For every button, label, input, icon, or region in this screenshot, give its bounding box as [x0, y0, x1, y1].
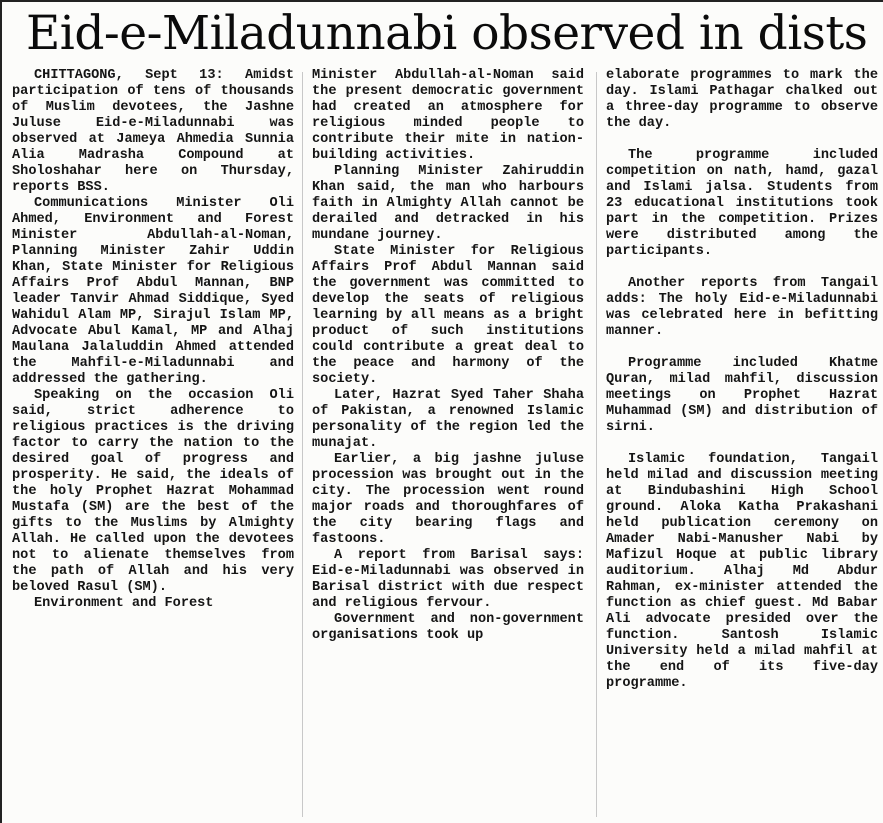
paragraph: Communications Minister Oli Ahmed, Environment and Forest Minister Abdullah-al-Noman, Planning Minister Zahir Uddin Khan, State Minister for Religious Affairs Prof Abdul Mannan, BNP leader Tanvir Ahmad Siddique, Syed Wahidul Alam MP, Sirajul Islam MP, Advocate Abul Kamal, MP and Alhaj Maulana Jalaluddin Ahmed attended the Mahfil-e-Miladunnabi and addressed the gathering. [12, 196, 294, 387]
article-column-3 [606, 68, 878, 818]
paragraph: Islamic foundation, Tangail held milad and discussion meeting at Bindubashini High School ground. Aloka Katha Prakashani held publication ceremony on Amader Nabi-Manusher Nabi by Mafizul Hoque at public library auditorium. Alhaj Md Abdur Rahman, ex-minister attended the function as chief guest. Md Babar Ali advocate presided over the function. Santosh Islamic University held a milad mahfil at the end of its five-day programme. [606, 452, 878, 691]
headline: Eid-e-Miladunnabi observed in dists [26, 6, 868, 61]
paragraph: The programme included competition on nath, hamd, gazal and Islami jalsa. Students from 23 educational institutions took part in the competition. Prizes were distributed among the participants. [606, 148, 878, 259]
paragraph: Speaking on the occasion Oli said, strict adherence to religious practices is the driving factor to carry the nation to the desired goal of progress and prosperity. He said, the ideals of the holy Prophet Hazrat Mohammad Mustafa (SM) are the best of the gifts to the Muslims by Almighty Allah. He called upon the devotees not to alienate themselves from the path of Allah and his very beloved Rasul (SM). [12, 388, 294, 595]
paragraph: elaborate programmes to mark the day. Islami Pathagar chalked out a three-day programme to observe the day. [606, 68, 878, 131]
column-divider [596, 72, 597, 817]
article-column-2 [312, 68, 584, 818]
article-column-1 [12, 68, 294, 818]
column-divider [302, 72, 303, 817]
paragraph: Later, Hazrat Syed Taher Shaha of Pakistan, a renowned Islamic personality of the region led the munajat. [312, 388, 584, 451]
paragraph: Another reports from Tangail adds: The holy Eid-e-Miladunnabi was celebrated here in befitting manner. [606, 276, 878, 339]
paragraph: Planning Minister Zahiruddin Khan said, the man who harbours faith in Almighty Allah cannot be derailed and detracked in his mundane journey. [312, 164, 584, 243]
paragraph: State Minister for Religious Affairs Prof Abdul Mannan said the government was committed to develop the seats of religious learning by all means as a bright product of such institutions could contribute a great deal to the peace and harmony of the society. [312, 244, 584, 387]
paragraph: CHITTAGONG, Sept 13: Amidst participation of tens of thousands of Muslim devotees, the Jashne Juluse Eid-e-Miladunnabi was observed at Jameya Ahmedia Sunnia Alia Madrasha Compound at Sholoshahar here on Thursday, reports BSS. [12, 68, 294, 195]
paragraph: Environment and Forest [34, 596, 214, 611]
paragraph: Minister Abdullah-al-Noman said the present democratic government had created an atmosphere for religious minded people to contribute their mite in nation-building activities. [312, 68, 584, 163]
paragraph: Earlier, a big jashne juluse procession was brought out in the city. The procession went round major roads and thoroughfares of the city bearing flags and fastoons. [312, 452, 584, 547]
paragraph: A report from Barisal says: Eid-e-Miladunnabi was observed in Barisal district with due respect and religious fervour. [312, 548, 584, 611]
paragraph: Government and non-government organisations took up [312, 612, 584, 643]
paragraph: Programme included Khatme Quran, milad mahfil, discussion meetings on Prophet Hazrat Muhammad (SM) and distribution of sirni. [606, 356, 878, 435]
